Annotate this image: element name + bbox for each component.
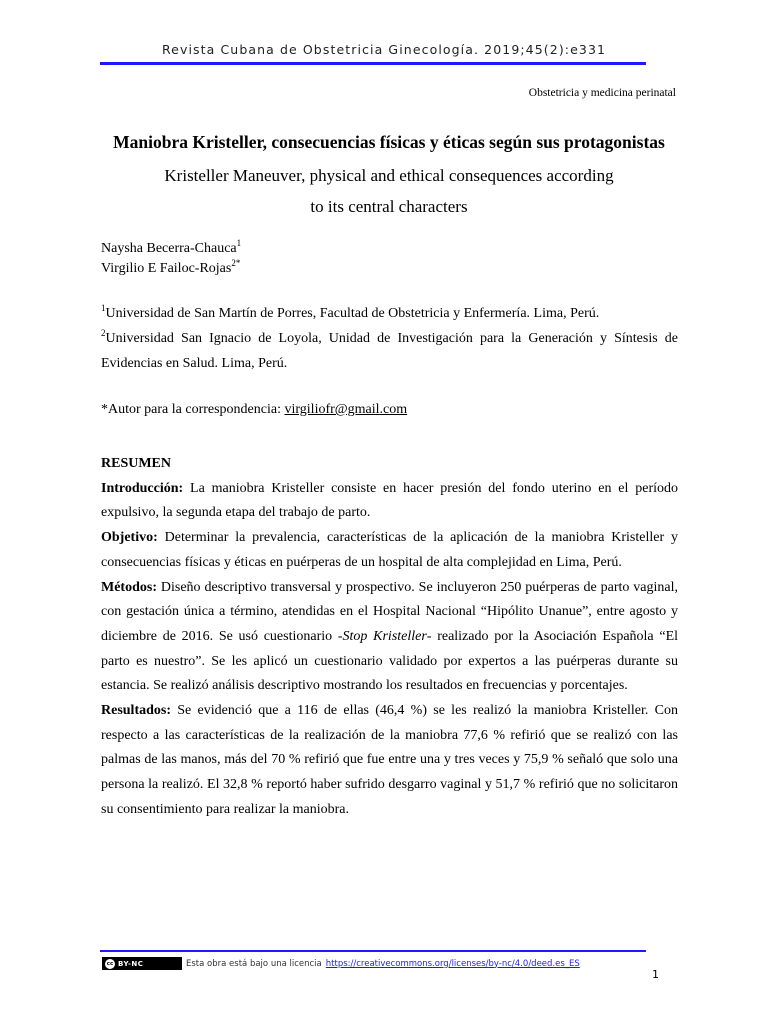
- methods-label: Métodos:: [101, 579, 157, 595]
- title-english-line-2: to its central characters: [310, 197, 468, 216]
- author-item: [101, 259, 241, 279]
- objective-text: Determinar la prevalencia, características de la aplicación de la maniobra Kristeller y consecuencias físicas y éticas en puérperas de un hospital de alta complejidad en Lima, Perú.: [101, 530, 678, 570]
- affiliation-sup: 2: [101, 328, 106, 338]
- section-label: Obstetricia y medicina perinatal: [528, 87, 676, 99]
- page-number: 1: [652, 968, 659, 981]
- license-text: Esta obra está bajo una licencia: [186, 958, 322, 969]
- header-divider: [100, 62, 646, 65]
- title-english-line-1: Kristeller Maneuver, physical and ethical consequences according: [164, 166, 614, 185]
- author-sup: 1: [236, 238, 242, 248]
- affiliation-text: Universidad San Ignacio de Loyola, Unidad de Investigación para la Generación y Síntesis de Evidencias en Salud. Lima, Perú.: [101, 331, 678, 371]
- correspondence-email-link[interactable]: virgiliofr@gmail.com: [284, 402, 408, 417]
- results-label: Resultados:: [101, 703, 172, 719]
- abstract-introduction: [101, 477, 678, 526]
- cc-icon: cc: [106, 960, 114, 967]
- affiliation-item: [101, 301, 678, 326]
- cc-badge-label: BY-NC: [118, 959, 144, 968]
- affiliation-item: [101, 326, 678, 376]
- methods-text: Diseño descriptivo transversal y prospectivo. Se incluyeron 250 puérperas de parto vaginal, con gestación única a término, atendidas en el Hospital Nacional “Hipólito Unanue”, entre agosto y diciembre de 2016. Se usó cuestionario -: [101, 579, 678, 644]
- methods-italic-term: Stop Kristeller: [342, 628, 427, 644]
- abstract-methods: [101, 576, 678, 700]
- affiliations: [101, 301, 678, 376]
- author-name: Virgilio E Failoc-Rojas: [101, 261, 232, 276]
- author-name: Naysha Becerra-Chauca: [101, 241, 237, 256]
- correspondence-label: *Autor para la correspondencia:: [101, 402, 285, 417]
- introduction-label: Introducción:: [101, 480, 184, 496]
- abstract: [101, 452, 678, 823]
- cc-license-badge[interactable]: [102, 957, 182, 970]
- methods-text-continued: - realizado por la Asociación Española “El parto es nuestro”. Se les aplicó un cuestionario validado por expertos a las puérperas durante su estancia. Se realizó análisis descriptivo mostrando los resultados en frecuencias y porcentajes.: [101, 628, 679, 694]
- author-item: [101, 239, 241, 259]
- journal-header: Revista Cubana de Obstetricia Ginecología. 2019;45(2):e331: [161, 42, 607, 57]
- author-list: [101, 239, 241, 279]
- abstract-heading: RESUMEN: [101, 456, 172, 471]
- correspondence: [101, 402, 407, 418]
- introduction-text: La maniobra Kristeller consiste en hacer presión del fondo uterino en el período expulsivo, la segunda etapa del trabajo de parto.: [101, 480, 678, 521]
- affiliation-text: Universidad de San Martín de Porres, Facultad de Obstetricia y Enfermería. Lima, Perú.: [105, 306, 600, 321]
- title-spanish: Maniobra Kristeller, consecuencias físicas y éticas según sus protagonistas: [113, 132, 665, 152]
- results-text: Se evidenció que a 116 de ellas (46,4 %) se les realizó la maniobra Kristeller. Con respecto a las características de la realización de la maniobra 77,6 % refirió que se realizó con las palmas de las manos, más del 70 % refirió que fue entre una y tres veces y 75,9 % señaló que solo una persona la realizó. El 32,8 % reportó haber sufrido desgarro vaginal y 51,7 % refirió que no solicitaron su consentimiento para realizar la maniobra.: [101, 703, 678, 817]
- license-link[interactable]: https://creativecommons.org/licenses/by-nc/4.0/deed.es_ES: [325, 958, 580, 969]
- objective-label: Objetivo:: [101, 530, 158, 546]
- license-footer: [102, 957, 580, 970]
- affiliation-sup: 1: [101, 303, 106, 313]
- abstract-results: [101, 699, 678, 823]
- author-sup: 2*: [231, 258, 241, 268]
- footer-divider: [100, 950, 646, 952]
- abstract-objective: [101, 526, 678, 575]
- title-english: [0, 160, 768, 222]
